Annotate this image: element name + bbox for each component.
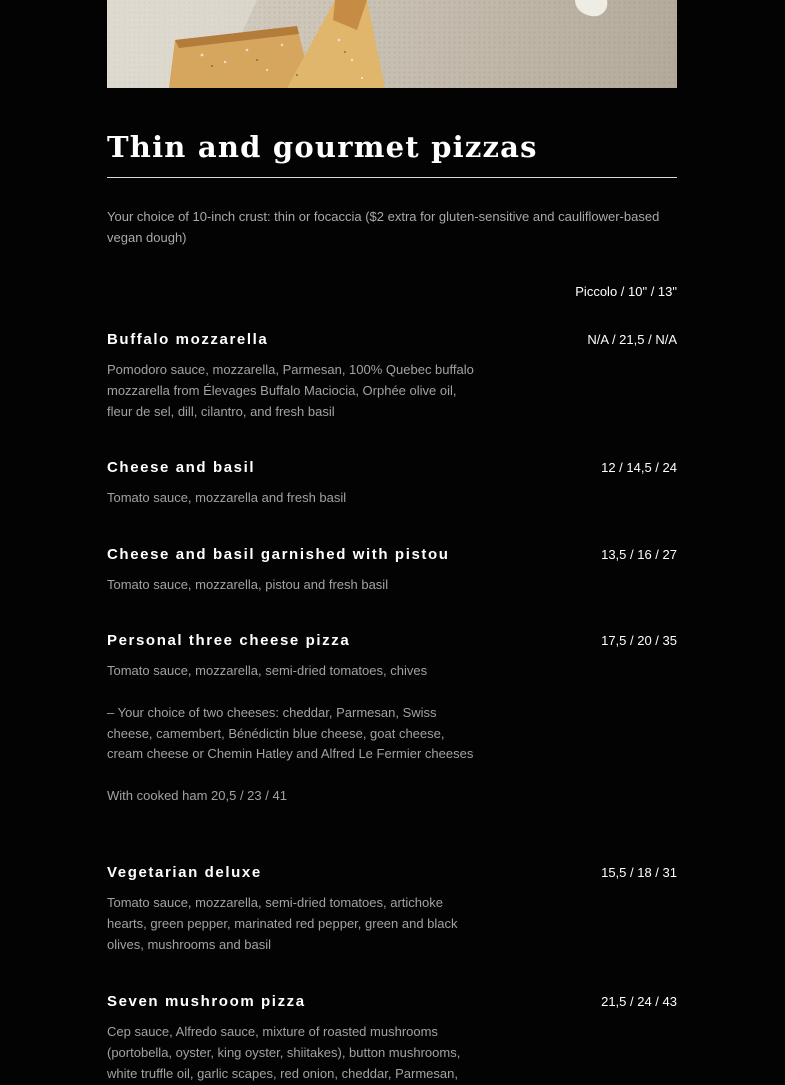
item-name: Vegetarian deluxe [107, 864, 262, 881]
item-cheese-options: – Your choice of two cheeses: cheddar, Parmesan, Swiss cheese, camembert, Bénédictin blue cheese, goat cheese, cream cheese or Chemin Hatley and Alfred Le Fermier cheeses [107, 704, 474, 762]
item-name: Seven mushroom pizza [107, 993, 306, 1010]
menu-item-vegetarian-deluxe [107, 863, 677, 955]
item-description: Tomato sauce, mozzarella and fresh basil [107, 490, 347, 505]
item-price: 21,5 / 24 / 43 [601, 994, 677, 1009]
focaccia-illustration [107, 0, 677, 88]
item-description: Pomodoro sauce, mozzarella, Parmesan, 100% Quebec buffalo mozzarella from Élevages Buffalo Maciocia, Orphée olive oil, fleur de sel, dill, cilantro, and fresh basil [107, 362, 474, 419]
item-price: 12 / 14,5 / 24 [601, 460, 677, 475]
menu-item-cheese-and-basil [107, 458, 677, 509]
menu-item-personal-three-cheese [107, 631, 677, 807]
item-name: Buffalo mozzarella [107, 331, 269, 348]
item-description: Tomato sauce, mozzarella, semi-dried tomatoes, artichoke hearts, green pepper, marinated red pepper, green and black olives, mushrooms and basil [107, 895, 458, 952]
title-divider [107, 177, 677, 178]
item-description: Tomato sauce, mozzarella, pistou and fresh basil [107, 577, 389, 592]
menu-item-cheese-and-basil-pistou [107, 545, 677, 596]
item-ham-option: With cooked ham 20,5 / 23 / 41 [107, 788, 287, 804]
item-name: Personal three cheese pizza [107, 632, 351, 649]
section-intro: Your choice of 10-inch crust: thin or focaccia ($2 extra for gluten-sensitive and cauliflower-based vegan dough) [107, 209, 660, 245]
item-price: 13,5 / 16 / 27 [601, 547, 677, 562]
size-header: Piccolo / 10" / 13" [575, 284, 677, 299]
item-name: Cheese and basil [107, 459, 256, 476]
item-description: Cep sauce, Alfredo sauce, mixture of roasted mushrooms (portobella, oyster, king oyster, shiitakes), button mushrooms, white truffle oil, garlic scapes, red onion, cheddar, Parmesan, [107, 1024, 461, 1081]
section-title: Thin and gourmet pizzas [107, 130, 538, 164]
item-price: 17,5 / 20 / 35 [601, 633, 677, 648]
menu-item-seven-mushroom [107, 992, 677, 1084]
item-name: Cheese and basil garnished with pistou [107, 546, 450, 563]
item-price: N/A / 21,5 / N/A [587, 332, 677, 347]
item-description: Tomato sauce, mozzarella, semi-dried tomatoes, chives [107, 663, 428, 678]
menu-item-buffalo-mozzarella [107, 330, 677, 422]
hero-image [107, 0, 677, 88]
item-price: 15,5 / 18 / 31 [601, 865, 677, 880]
